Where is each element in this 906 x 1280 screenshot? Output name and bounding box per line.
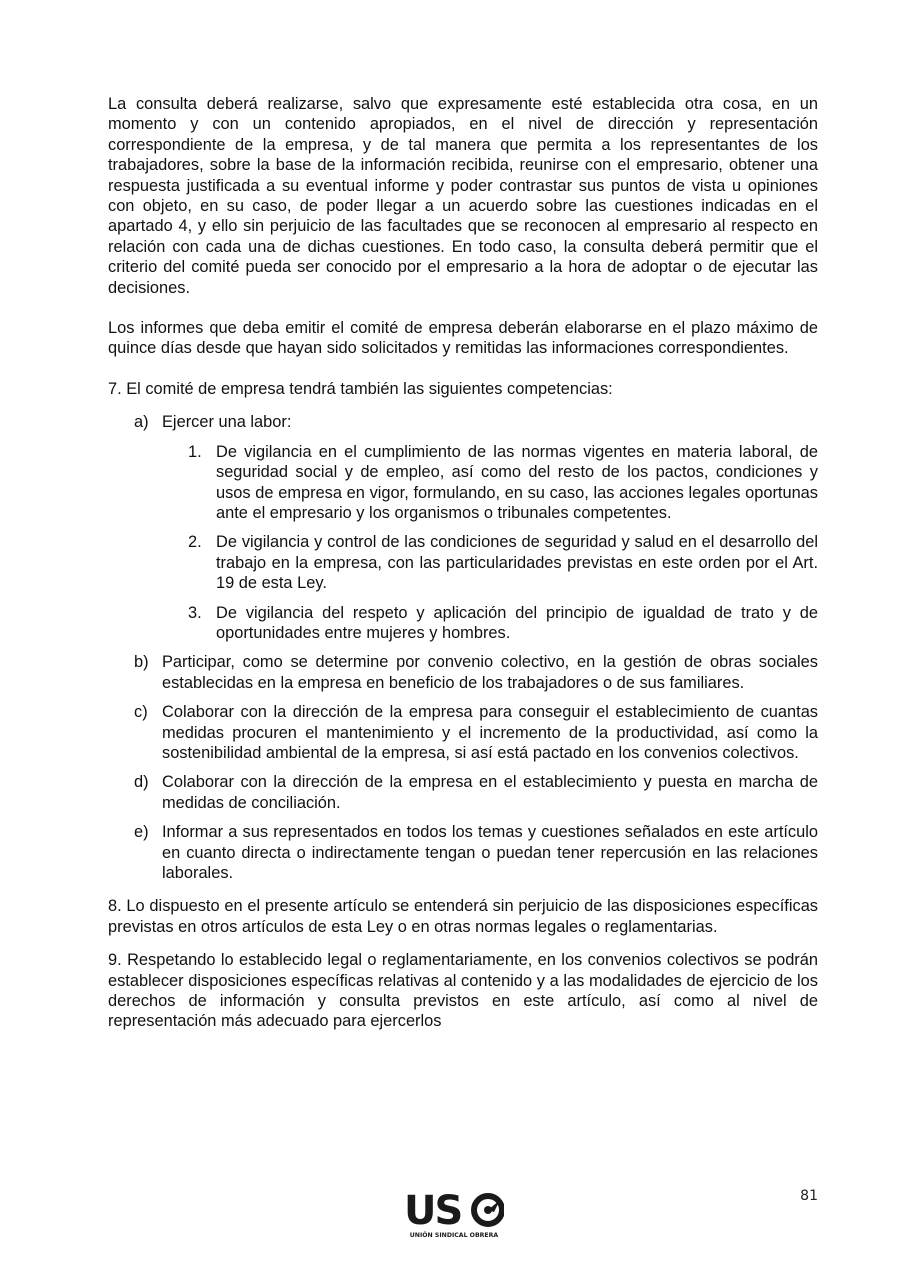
list-marker: b) [134,653,149,672]
paragraph-section-8: 8. Lo dispuesto en el presente artículo se entenderá sin perjuicio de las disposiciones específicas previstas en otros artículos de esta Ley o en otras normas legales o reglamentarias. [108,897,818,936]
list-marker: 2. [188,533,202,552]
labor-sublist [162,442,818,644]
document-body [108,94,818,1032]
list-item [162,532,818,593]
list-item-text: Informar a sus representados en todos los temas y cuestiones señalados en este artículo en cuanto directa o indirectamente tengan o puedan tener repercusión en las relaciones laborales. [162,823,818,882]
list-item-text: De vigilancia en el cumplimiento de las normas vigentes en materia laboral, de seguridad social y de empleo, así como del resto de los pactos, condiciones y usos de empresa en vigor, formulando, en su caso, las acciones legales oportunas ante el empresario y los organismos o tribunales competentes. [216,442,818,522]
logo-arrow [488,1200,500,1212]
competencias-list [108,412,818,883]
list-item [108,652,818,693]
list-item-text: Ejercer una labor: [162,413,292,432]
list-item [108,702,818,763]
list-marker: a) [134,413,149,432]
list-marker: c) [134,703,148,722]
paragraph-section-9: 9. Respetando lo establecido legal o reglamentariamente, en los convenios colectivos se podrán establecer disposiciones específicas relativas al contenido y a las modalidades de ejercicio de los derechos de información y consulta previstos en este artículo, así como al nivel de representación más adecuado para ejercerlos [108,951,818,1031]
logo-subtitle: UNIÓN SINDICAL OBRERA [409,1232,499,1239]
paragraph-informes: Los informes que deba emitir el comité de empresa deberán elaborarse en el plazo máximo de quince días desde que hayan sido solicitados y remitidas las informaciones correspondientes. [108,319,818,358]
list-item [108,822,818,883]
uso-logo [404,1190,504,1240]
list-item-text: Participar, como se determine por convenio colectivo, en la gestión de obras sociales establecidas en la empresa en beneficio de los trabajadores o de sus familiares. [162,653,818,692]
page-number: 81 [800,1188,818,1204]
list-item-text: Colaborar con la dirección de la empresa para conseguir el establecimiento de cuantas medidas procuren el mantenimiento y el incremento de la productividad, así como la sostenibilidad ambiental de la empresa, si así está pactado en los convenios colectivos. [162,703,818,762]
paragraph-section-7: 7. El comité de empresa tendrá también las siguientes competencias: [108,379,613,398]
list-item [108,412,818,643]
list-item-text: De vigilancia del respeto y aplicación del principio de igualdad de trato y de oportunidades entre mujeres y hombres. [216,603,818,642]
list-item [162,442,818,524]
list-item-text: De vigilancia y control de las condiciones de seguridad y salud en el desarrollo del trabajo en la empresa, con las particularidades previstas en este orden por el Art. 19 de esta Ley. [216,533,818,593]
list-item-text: Colaborar con la dirección de la empresa en el establecimiento y puesta en marcha de medidas de conciliación. [162,773,818,812]
list-marker: d) [134,773,149,792]
list-item [162,603,818,644]
list-item [108,772,818,813]
list-marker: 1. [188,442,202,461]
list-marker: 3. [188,603,202,622]
logo-letters: US [404,1190,462,1234]
paragraph-consulta: La consulta deberá realizarse, salvo que expresamente esté establecida otra cosa, en un momento y con un contenido apropiados, en el nivel de dirección y representación correspondiente de la empresa, y de tal manera que permita a los representantes de los trabajadores, sobre la base de la información recibida, reunirse con el empresario, obtener una respuesta justificada a su eventual informe y poder contrastar sus puntos de vista u opiniones con objeto, en su caso, de poder llegar a un acuerdo sobre las cuestiones indicadas en el apartado 4, y ello sin perjuicio de las facultades que se reconocen al empresario al respecto en relación con cada una de dichas cuestiones. En todo caso, la consulta deberá permitir que el criterio del comité pueda ser conocido por el empresario a la hora de adoptar o de ejecutar las decisiones. [108,95,818,297]
list-marker: e) [134,823,149,842]
